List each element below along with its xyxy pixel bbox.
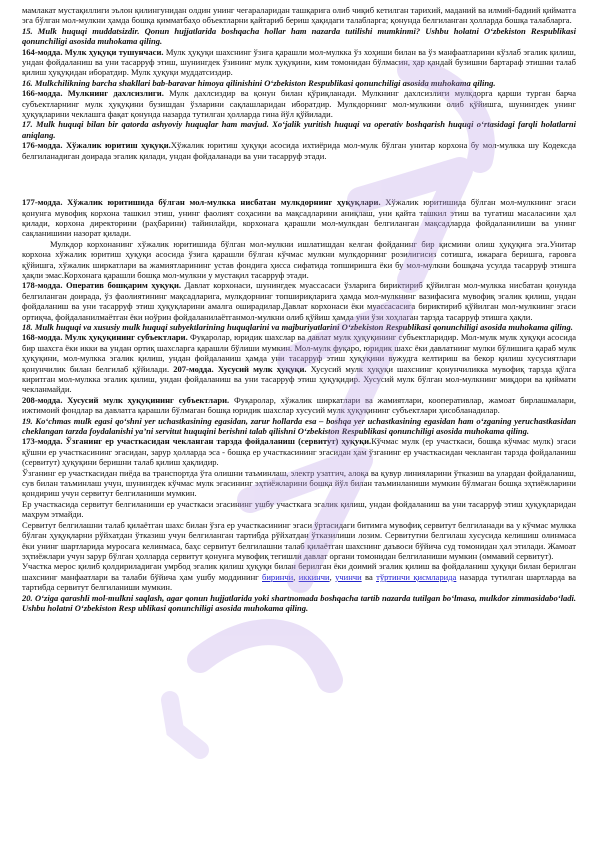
article-text: Давлат корхонаси, шунингдек муассасаси ўзларига бириктириб қўйилган мол-мулкка нисбатан қонунда белгиланган доирада, ўз фаолиятининг мақсадларига, мулкдорнинг топшириқларига ҳамда мол-мулкнинг вазифасига мувофиқ эгалик қилиш, ундан фойдаланиш ва уни тасарруф этиш ҳуқуқларини амалга оширадилар.Давлат корхонаси ёки муассасасига бириктириб қўйилган мол-мулкнинг эгаси ортиқча, фойдаланилмаётган ёки ноўрин фойдаланилаётганмол-мулкни олиб қўйиш ҳамда уни ўзи хоҳлаган тарзда тасарруф этишга ҳақли.: [22, 280, 577, 322]
article-heading: 168-модда. Мулк ҳуқуқининг субъектлари.: [22, 332, 188, 343]
article-178: [22, 280, 576, 322]
article-176: [22, 140, 576, 161]
article-heading: 164-модда. Мулк ҳуқуқи тушунчаси.: [22, 46, 164, 57]
article-heading: 177-модда. Хўжалик юритишида бўлган мол-мулкка нисбатан мулкдорнинг ҳуқуқлари.: [22, 197, 381, 208]
article-heading: 178-модда. Оператив бошқарим ҳуқуқи.: [22, 280, 182, 291]
paragraph-intro: мамлакат мустақиллиги эълон қилингунидан олдин унинг чегараларидан ташқарига олиб чиқиб кетилган тарихий, маданий ва илмий-бадиий қийматга эга бўлган мол-мулкни ҳамда бошқа қимматбаҳо объектларни қайтариб бериш ҳақидаги талабларга; қонунда белгиланган ҳолларда бошқа талабларга.: [22, 5, 576, 26]
article-168-207: [22, 332, 576, 394]
paragraph-servitut-rights: Ер участкасида сервитут белгиланиши ер участкаси эгасининг ушбу участкага эгалик қилиш, ундан фойдаланиш ва уни тасарруф этиш ҳуқуқларидан маҳрум этмайди.: [22, 498, 576, 520]
separator: ,: [293, 571, 299, 582]
article-heading: 208-модда. Хусусий мулк ҳуқуқининг субъектлари.: [22, 394, 230, 405]
article-heading: 166-модда. Мулкнинг дахлсизлиги.: [22, 88, 164, 99]
question-19: 19. Ko‘chmas mulk egasi qo‘shni yer uchastkasining egasidan, zarur hollarda esa – boshqa yer uchastkasining egasidan ham o‘zganing yeruchastkasidan cheklangan tarzda foydalanishi ya’ni servitut huquqini berishni talab qilishni O‘zbekiston Respublikasi qonunchiligi asosida muhokama qiling.: [22, 415, 576, 437]
question-16: 16. Mulkchilikning barcha shakllari bab-baravar himoya qilinishini O‘zbekiston Respublikasi qonunchiligi asosida muhokama qiling.: [22, 77, 496, 88]
separator: ва: [361, 571, 377, 582]
question-18: 18. Mulk huquqi va xususiy mulk huquqi subyektlarining huquqlarini va majburiyatlarini O‘zbekiston Respublikasi qonunchiligi asosida muhokama qiling.: [22, 321, 573, 332]
paragraph-servitut-establish: Сервитут белгилашни талаб қилаётган шахс билан ўзга ер участкасининг эгаси ўртасидаги битимга мувофиқ сервитут белгиланади ва у кўчмас мулкка бўлган ҳуқуқларни рўйхатдан ўтказиш учун белгиланган тартибда рўйхатдан ўтказилиши лозим. Сервитутни белгилаш хусусида келишиш олинмаса ёки унинг шартларида муросага келинмаса, баҳс сервитут белгилашни талаб қилаётган шахснинг даъвоси бўйича суд томонидан ҳал этилади. Жамоат эҳтиёжлари учун зарур бўлган ҳолларда сервитут қонунга мувофиқ тегишли давлат органи томонидан белгиланиши мумкин (оммавий сервитут).: [22, 519, 576, 561]
article-text: Фуқаролар, хўжалик ширкатлари ва жамиятлари, кооперативлар, жамоат бирлашмалари, ижтимоий фондлар ва давлатга қарашли бўлмаган бошқа юридик шахслар хусусий мулк ҳуқуқининг субъектлари ҳисобланадилар.: [22, 394, 576, 416]
article-text: Мулк ҳуқуқи шахснинг ўзига қарашли мол-мулкка ўз хоҳиши билан ва ўз манфаатларини кўзлаб эгалик қилиш, ундан фойдаланиш ва уни тасарруф этиш, шунингдек ўзининг мулк ҳуқуқини, ким томонидан бўлмасин, ҳар қандай бузишни бартараф этишни талаб қилиш ҳуқуқидан иборатдир. Мулк ҳуқуқи муддатсиздир.: [22, 46, 577, 78]
link-part-third[interactable]: учинчи: [335, 571, 362, 582]
document-page: [22, 5, 576, 613]
article-text: Фуқаролар, юридик шахслар ва давлат мулк ҳуқуқининг субъектларидир. Мол-мулк мулк ҳуқуқи асосида бир шахсга ёки икки ва ундан ортиқ шахсларга қарашли бўлиши мумкин. Мол-мулк фуқаро, юридик шахс ёки давлатнинг мулки бўлишига қараб мулк ҳуқуқини, мол-мулкка эгалик қилиш, ундан фойдаланиш ҳамда уни тасарруф этиш ҳуқуқини вужудга келтириш ва бекор қилиш хусусиятлари қонунчилик билан белгилаб қўйилади.: [22, 332, 577, 374]
article-166: [22, 88, 576, 119]
article-text: Кўчмас мулк (ер участкаси, бошқа кўчмас мулк) эгаси қўшни ер участкасининг эгасидан, зарур ҳолларда эса - бошқа ер участкасининг эгасидан ҳам ўзганинг ер участкасидан чекланган тарзда фойдаланиш (сервитут) ҳуқуқини беришни талаб қилиш ҳақлидир.: [22, 436, 577, 468]
paragraph-servitut-holders: [22, 561, 576, 592]
article-164: [22, 47, 576, 78]
article-text: Хўжалик юритишида бўлган мол-мулкнинг эгаси қонунга мувофиқ корхона ташкил этиш, унинг фаолият соҳасини ва мақсадларини аниқлаш, уни қайта ташкил этиш ва тугатиш масаласини ҳал қилади, корхона директорини (раҳбарини) тайинлайди, корхонага қарашли мол-мулкдан белгиланган мақсадларда фойдаланилиши ва унинг сақланишини назорат қилади.: [22, 197, 576, 239]
article-177: [22, 197, 576, 239]
article-heading-207: 207-модда. Хусусий мулк ҳуқуқи.: [173, 363, 307, 374]
link-part-second[interactable]: иккинчи: [298, 571, 330, 582]
link-lead-text: Участка мерос қилиб қолдириладиган умрбод эгалик қилиш ҳуқуқи билан берилган ёки доимий эгалик қилиш ва фойдаланиш ҳуқуқи билан берилган шахснинг манфаатлари ва талаби бўйича ҳам ушбу моддининг: [22, 561, 576, 582]
article-208: [22, 395, 576, 416]
link-part-first[interactable]: биринчи: [262, 571, 294, 582]
paragraph-servitut-purposes: Ўзганинг ер участкасидан пиёда ва транспортда ўта олишни таъминлаш, электр узатгич, алоқа ва қувур линияларини ўтказиш ва улардан фойдаланиш, сув билан таъминлаш учун, шунингдек кўчмас мулк эгасининг эҳтиёжларини бошқа йўл билан таъминланиши мумкин бўлмаган бошқа эҳтиёжларини қондириш учун сервитут белгиланиши мумкин.: [22, 467, 576, 499]
link-tail-text: назарда тутилган шартларда ва тартибда сервитут белгиланиши мумкин.: [22, 571, 576, 593]
question-20: 20. O‘ziga qarashli mol-mulkni saqlash, agar qonun hujjatlarida yoki shartnomada boshqacha tartib nazarda tutilgan bo‘lmasa, mulkdor zimmasidabo‘ladi. Ushbu holatni O‘zbekiston Resp ublikasi qonunchiligi asosida muhokama qiling.: [22, 592, 576, 613]
article-text: Мулк дахлсиздир ва қонун билан қўриқланади. Мулкнинг дахлсизлиги мулкдорга қарши турган барча субъектларнинг мулк ҳуқуқини бузишдан ўзларини сақлашларидан иборатдир. Мулкдорнинг мол-мулкини олиб қўйишга, шунингдек унинг ҳуқуқларини чеклашга фақат қонунда назарда тутилган ҳолларда гина йўл қўйилади.: [22, 88, 576, 120]
paragraph-177-owner: Мулкдор корхонанинг хўжалик юритишида бўлган мол-мулкни ишлатишдан келган фойданинг бир қисмини олиш ҳуқуқига эга.Унитар корхона хўжалик юритиш ҳуқуқи асосида ўзига қарашли бўлган кўчмас мулкни мулкдорнинг розилигисиз сотишга, ижарага беришга, гаровга қўйишга, хўжалик ширкатлари ва жамиятларининг устав фондига ҳисса сифатида топширишга ёки бу мол-мулкни бошқача усулда тасарруф этишга ҳақли эмас.Корхонага қарашли бошқа мол-мулкни у мустақил тасарруф этади.: [22, 238, 576, 280]
question-17: 17. Mulk huquqi bilan bir qatorda ashyoviy huquqlar ham mavjud. Xo‘jalik yuritish huquqi va operativ boshqarish huquqi o‘rtasidagi farqli holatlarni aniqlang.: [22, 119, 576, 140]
article-173: [22, 436, 576, 467]
link-part-fourth[interactable]: тўртинчи қисмларида: [376, 571, 457, 582]
question-15: 15. Mulk huquqi muddatsizdir. Qonun hujjatlarida boshqacha hollar ham nazarda tutilishi mumkinmi? Ushbu holatni O‘zbekiston Respublikasi qonunchiligi asosida muhokama qiling.: [22, 25, 576, 47]
article-text: Хўжалик юритиш ҳуқуқи асосида ихтиёрида мол-мулк бўлган унитар корхона бу мол-мулкка шу Кодексда белгиланадиган доирада эгалик қилади, ундан фойдаланади ва уни тасарруф этади.: [22, 140, 576, 161]
article-text-207: Хусусий мулк ҳуқуқи шахснинг қонунчиликка мувофиқ тарзда қўлга киритган мол-мулкка эгалик қилиш, ундан фойдаланиш ва уни тасарруф этиш ҳуқуқидир. Хусусий мулк бўлган мол-мулкнинг миқдори ва қиймати чекланмайди.: [22, 363, 576, 395]
separator: ,: [329, 571, 336, 582]
article-heading: 173-модда. Ўзганинг ер участкасидан чекланган тарзда фойдаланиш (сервитут) ҳуқуқи.: [22, 436, 372, 447]
article-heading: 176-модда. Хўжалик юритиш ҳуқуқи.: [22, 140, 171, 151]
